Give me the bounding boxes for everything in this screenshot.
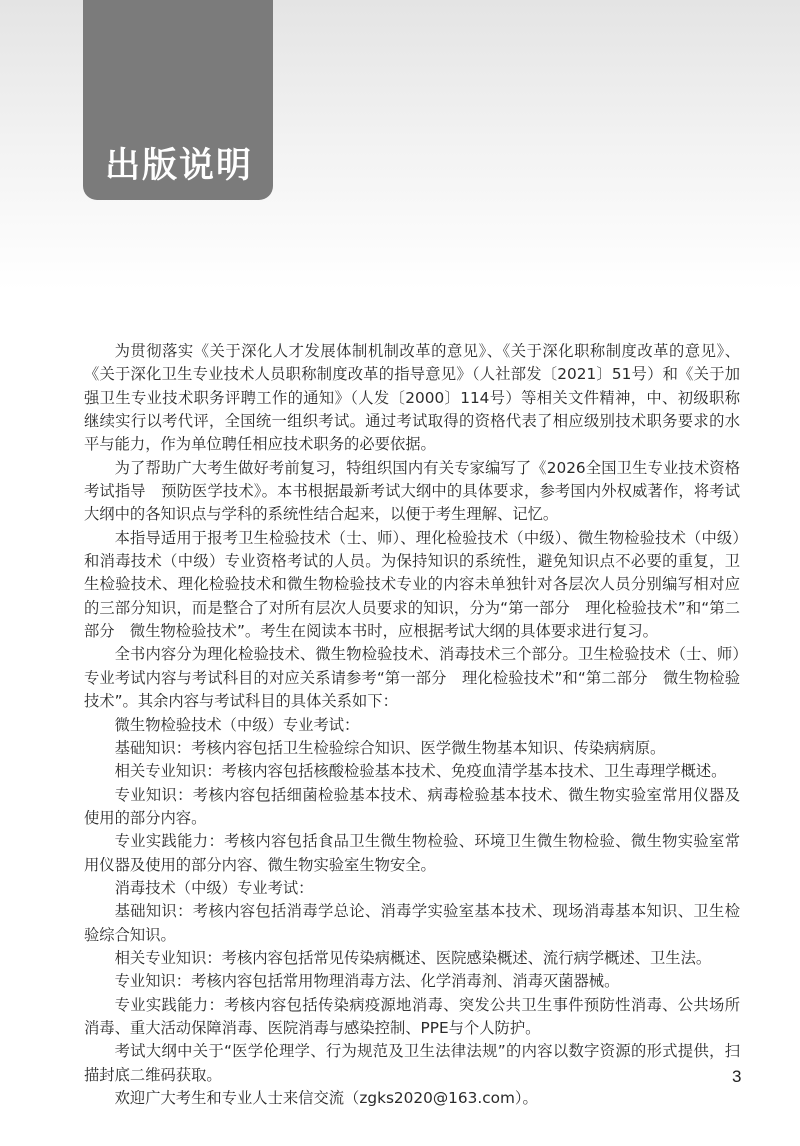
paragraph: 专业知识：考核内容包括细菌检验基本技术、病毒检验基本技术、微生物实验室常用仪器及使用的部分内容。 xyxy=(84,785,740,827)
paragraph: 全书内容分为理化检验技术、微生物检验技术、消毒技术三个部分。卫生检验技术（士、师）专业考试内容与考试科目的对应关系请参考“第一部分 理化检验技术”和“第二部分 微生物检验技术”。其余内容与考试科目的具体关系如下： xyxy=(84,645,740,711)
paragraph: 微生物检验技术（中级）专业考试： xyxy=(114,715,360,734)
paragraph: 为了帮助广大考生做好考前复习，特组织国内有关专家编写了《2026全国卫生专业技术资格考试指导 预防医学技术》。本书根据最新考试大纲中的具体要求，参考国内外权威著作，将考试大纲中的各知识点与学科的系统性结合起来，以便于考生理解、记忆。 xyxy=(84,458,740,524)
paragraph: 考试大纲中关于“医学伦理学、行为规范及卫生法律法规”的内容以数字资源的形式提供，扫描封底二维码获取。 xyxy=(84,1042,740,1084)
paragraph: 专业实践能力：考核内容包括传染病疫源地消毒、突发公共卫生事件预防性消毒、公共场所消毒、重大活动保障消毒、医院消毒与感染控制、PPE与个人防护。 xyxy=(84,995,740,1037)
paragraph: 基础知识：考核内容包括卫生检验综合知识、医学微生物基本知识、传染病病原。 xyxy=(114,738,666,757)
paragraph: 专业实践能力：考核内容包括食品卫生微生物检验、环境卫生微生物检验、微生物实验室常用仪器及使用的部分内容、微生物实验室生物安全。 xyxy=(84,832,740,874)
paragraph: 消毒技术（中级）专业考试： xyxy=(114,878,314,897)
paragraph: 基础知识：考核内容包括消毒学总论、消毒学实验室基本技术、现场消毒基本知识、卫生检验综合知识。 xyxy=(84,902,740,944)
paragraph: 欢迎广大考生和专业人士来信交流（zgks2020@163.com）。 xyxy=(114,1089,538,1107)
page-title: 出版说明 xyxy=(105,146,254,186)
paragraph: 相关专业知识：考核内容包括核酸检验基本技术、免疫血清学基本技术、卫生毒理学概述。 xyxy=(114,762,727,781)
paragraph: 本指导适用于报考卫生检验技术（士、师）、理化检验技术（中级）、微生物检验技术（中级）和消毒技术（中级）专业资格考试的人员。为保持知识的系统性，避免知识点不必要的重复，卫生检验技术、理化检验技术和微生物检验技术专业的内容未单独针对各层次人员分别编写相对应的三部分知识，而是整合了对所有层次人员要求的知识，分为“第一部分 理化检验技术”和“第二部分 微生物检验技术”。考生在阅读本书时，应根据考试大纲的具体要求进行复习。 xyxy=(84,528,740,641)
paragraph: 为贯彻落实《关于深化人才发展体制机制改革的意见》、《关于深化职称制度改革的意见》、《关于深化卫生专业技术人员职称制度改革的指导意见》（人社部发〔2021〕51号）和《关于加强卫生专业技术职务评聘工作的通知》（人发〔2000〕114号）等相关文件精神，中、初级职称继续实行以考代评，全国统一组织考试。通过考试取得的资格代表了相应级别技术职务要求的水平与能力，作为单位聘任相应技术职务的必要依据。 xyxy=(84,342,740,454)
paragraph: 相关专业知识：考核内容包括常见传染病概述、医院感染概述、流行病学概述、卫生法。 xyxy=(114,948,712,967)
page-number: 3 xyxy=(732,1067,742,1086)
paragraph: 专业知识：考核内容包括常用物理消毒方法、化学消毒剂、消毒灭菌器械。 xyxy=(114,972,620,991)
document-body xyxy=(84,340,740,1110)
section-title-tab xyxy=(83,0,273,200)
